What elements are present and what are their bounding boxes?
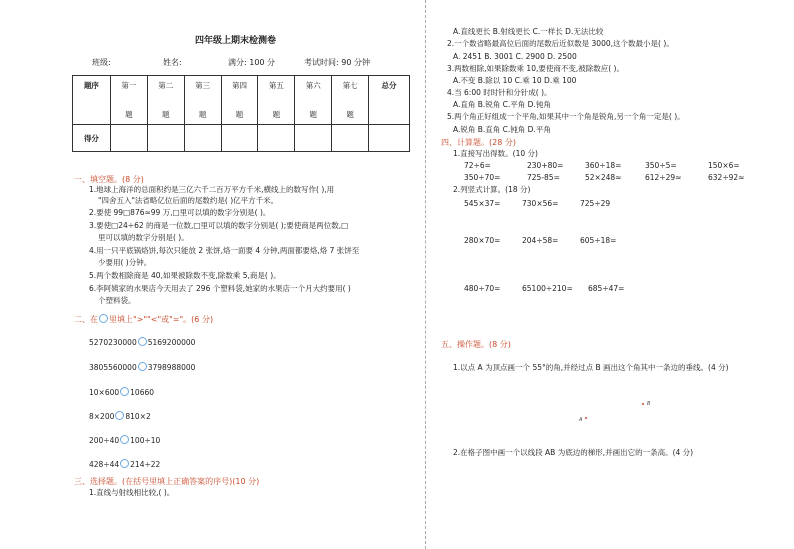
compare-left: 8×200 <box>89 412 115 421</box>
compare-left: 200÷40 <box>89 436 120 445</box>
sec3-q2: 2.一个数省略最高位后面的尾数后近似数是 3000,这个数最小是( )。 <box>447 39 674 48</box>
vertical-calc-item: 545×37= <box>464 199 501 208</box>
sec1-q6a: 6.李阿姨家的水果店今天用去了 296 个塑料袋,她家的水果店一个月大约要用( ) <box>89 284 351 293</box>
col-3-bottom: 题 <box>198 110 207 119</box>
compare-right: 810×2 <box>125 412 151 421</box>
compare-right: 3798988000 <box>147 363 196 372</box>
vertical-calc-item: 685÷47= <box>588 284 625 293</box>
col-3-top: 第三 <box>195 81 211 90</box>
point-b-label: B <box>647 401 651 407</box>
compare-circle[interactable] <box>120 435 129 444</box>
compare-right: 5169200000 <box>147 338 196 347</box>
compare-right: 100÷10 <box>130 436 161 445</box>
compare-right: 10660 <box>130 388 155 397</box>
sec3-q1: 1.直线与射线相比较,( )。 <box>89 488 175 497</box>
sec4-part2: 2.列竖式计算。(18 分) <box>453 185 531 194</box>
sec1-q2: 2.要使 99□876≈99 万,□里可以填的数字分别是( )。 <box>89 208 271 217</box>
col-6-top: 第六 <box>305 81 321 90</box>
compare-item <box>89 362 195 373</box>
score-row-label: 得分 <box>73 125 111 152</box>
compare-circle[interactable] <box>115 411 124 420</box>
vertical-calc-item: 725÷29 <box>580 199 611 208</box>
sec2-heading <box>74 314 213 324</box>
sec3-q4: 4.当 6:00 时时针和分针成( )。 <box>447 88 552 97</box>
vertical-calc-item: 65100÷210= <box>522 284 573 293</box>
col-5-top: 第五 <box>268 81 284 90</box>
sec2-heading-post: 里填上">""<"或"="。(6 分) <box>109 315 214 324</box>
calc-item: 230+80= <box>527 161 564 170</box>
sec5-q2: 2.在格子图中画一个以线段 AB 为底边的梯形,并画出它的一条高。(4 分) <box>453 448 694 457</box>
calc-item: 350÷5= <box>645 161 677 170</box>
sec4-heading: 四、计算题。(28 分) <box>441 138 516 147</box>
sec4-part1: 1.直接写出得数。(10 分) <box>453 149 538 158</box>
vertical-calc-item: 480÷70= <box>464 284 501 293</box>
vertical-calc-item: 730×56= <box>522 199 559 208</box>
score-cell[interactable] <box>258 125 295 152</box>
score-cell[interactable] <box>369 125 410 152</box>
score-cell[interactable] <box>110 125 147 152</box>
vertical-calc-item: 204÷58= <box>522 236 559 245</box>
calc-item: 632÷92≈ <box>708 173 745 182</box>
vertical-calc-item: 280×70= <box>464 236 501 245</box>
compare-item <box>89 459 160 470</box>
score-cell[interactable] <box>221 125 258 152</box>
sec3-q5-options: A.锐角 B.直角 C.钝角 D.平角 <box>453 125 551 134</box>
sec1-q3a: 3.要使□24÷62 的商是一位数,□里可以填的数字分别是( );要使商是两位数,□ <box>89 221 349 230</box>
col-7-bottom: 题 <box>346 110 354 119</box>
calc-item: 360÷18= <box>585 161 622 170</box>
sec1-q3b: 里可以填的数字分别是( )。 <box>98 233 189 242</box>
compare-item <box>89 411 151 422</box>
sec5-q1: 1.以点 A 为顶点画一个 55°的角,并经过点 B 画出这个角其中一条边的垂线。(4 分) <box>453 363 729 372</box>
exam-time: 考试时间: 90 分钟 <box>304 58 370 67</box>
sec1-q4b: 少要用( )分钟。 <box>98 258 152 267</box>
sec3-q2-options: A. 2451 B. 3001 C. 2900 D. 2500 <box>453 52 577 61</box>
sec1-q1b: "四舍五入"法省略亿位后面的尾数约是( )亿平方千米。 <box>98 196 279 205</box>
sec3-q3: 3.两数相除,如果除数乘 10,要使商不变,被除数应( )。 <box>447 64 624 73</box>
col-1-bottom: 题 <box>125 110 133 119</box>
sec1-q4a: 4.用一只平底锅烙饼,每次只能放 2 张饼,烙一面要 4 分钟,两面都要烙,烙 7 张饼至 <box>89 246 360 255</box>
compare-left: 10×600 <box>89 388 120 397</box>
col-1-top: 第一 <box>121 81 137 90</box>
fold-line <box>425 0 426 549</box>
calc-item: 612÷29≈ <box>645 173 682 182</box>
calc-item: 150×6= <box>708 161 740 170</box>
col-7-top: 第七 <box>342 81 358 90</box>
col-2-top: 第二 <box>158 81 174 90</box>
calc-item: 350÷70= <box>464 173 501 182</box>
compare-left: 428÷44 <box>89 460 120 469</box>
score-table-total: 总分 <box>369 76 410 125</box>
exam-title: 四年级上期末检测卷 <box>195 36 277 46</box>
sec3-heading: 三、选择题。(在括号里填上正确答案的序号)(10 分) <box>74 477 260 486</box>
col-5-bottom: 题 <box>272 110 281 119</box>
point-a-marker <box>585 417 587 419</box>
sec1-q5: 5.两个数相除商是 40,如果被除数不变,除数乘 5,商是( )。 <box>89 271 281 280</box>
col-4-bottom: 题 <box>235 110 244 119</box>
calc-item: 52×248≈ <box>585 173 622 182</box>
compare-circle[interactable] <box>138 362 147 371</box>
score-table <box>72 75 410 152</box>
point-a-label: A <box>579 417 583 423</box>
sec3-q5: 5.两个角正好组成一个平角,如果其中一个角是锐角,另一个角一定是( )。 <box>447 112 685 121</box>
score-cell[interactable] <box>147 125 184 152</box>
sec3-q1-options: A.直线更长 B.射线更长 C.一样长 D.无法比较 <box>453 27 604 36</box>
full-score: 满分: 100 分 <box>228 58 276 67</box>
compare-circle[interactable] <box>138 337 147 346</box>
calc-item: 72÷6= <box>464 161 491 170</box>
vertical-calc-item: 605÷18= <box>580 236 617 245</box>
score-cell[interactable] <box>295 125 332 152</box>
sec5-heading: 五、操作题。(8 分) <box>441 340 511 349</box>
compare-circle[interactable] <box>120 387 129 396</box>
circle-blank-icon <box>99 314 108 323</box>
sec1-heading: 一、填空题。(8 分) <box>74 175 144 184</box>
compare-circle[interactable] <box>120 459 129 468</box>
compare-item <box>89 387 154 398</box>
compare-left: 5270230000 <box>89 338 137 347</box>
compare-left: 3805560000 <box>89 363 137 372</box>
name-label: 姓名: <box>163 58 182 67</box>
compare-item <box>89 435 160 446</box>
col-6-bottom: 题 <box>309 110 318 119</box>
calc-item: 725-85= <box>527 173 560 182</box>
score-cell[interactable] <box>184 125 221 152</box>
sec1-q6b: 个塑料袋。 <box>98 296 136 305</box>
col-4-top: 第四 <box>231 81 247 90</box>
sec3-q4-options: A.直角 B.锐角 C.平角 D.钝角 <box>453 100 551 109</box>
sec2-heading-pre: 二、在 <box>74 315 98 324</box>
compare-item <box>89 337 195 348</box>
col-2-bottom: 题 <box>161 110 170 119</box>
score-table-col0: 题序 <box>73 76 111 125</box>
point-b-marker <box>642 403 644 405</box>
sec1-q1a: 1.地球上海洋的总面积约是三亿六千二百万平方千米,横线上的数写作( ),用 <box>89 185 335 194</box>
score-cell[interactable] <box>332 125 369 152</box>
sec3-q3-options: A.不变 B.除以 10 C.乘 10 D.乘 100 <box>453 76 577 85</box>
compare-right: 214÷22 <box>130 460 161 469</box>
class-label: 班级: <box>92 58 111 67</box>
